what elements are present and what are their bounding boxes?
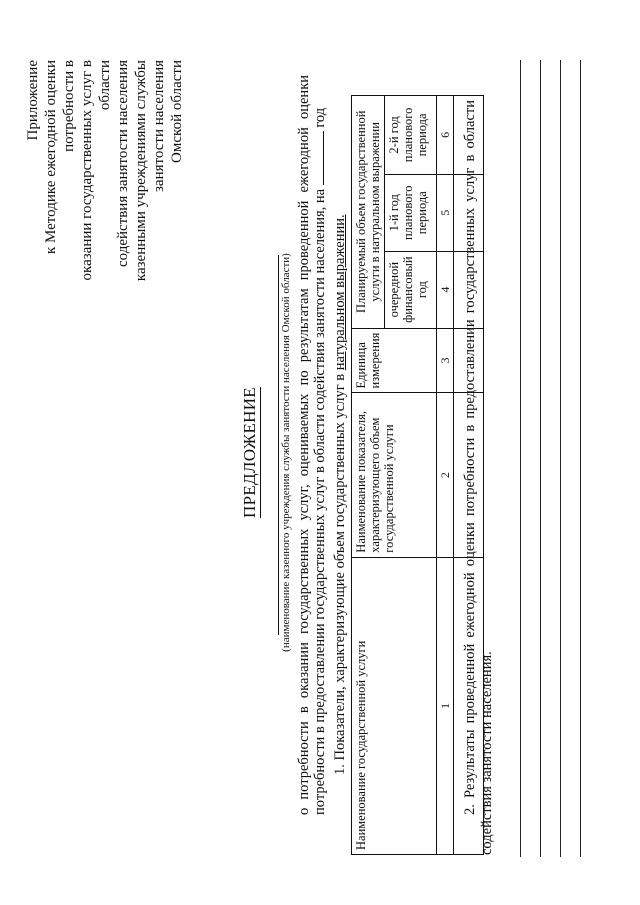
blank-answer-line (580, 60, 581, 857)
appendix-line: казенными учреждениями службы (133, 60, 149, 282)
column-number: 6 (437, 96, 454, 175)
header-plan-year-2: 2-й год планового периода (385, 96, 437, 175)
intro-text: о потребности в оказании государственных услуг, оцениваемых по результатам проведенной ежегодной оценки потребности в предоставлении государственных услуг в области содействия занятости населения, на (296, 75, 328, 815)
column-number: 3 (437, 328, 454, 393)
section-1-underlined: натуральном выражении. (332, 214, 348, 371)
column-number: 5 (437, 174, 454, 251)
organization-caption: (наименование казенного учреждения службы занятости населения Омской области) (280, 253, 292, 652)
column-number: 1 (437, 557, 454, 854)
appendix-header (24, 60, 186, 305)
blank-answer-line (540, 60, 541, 857)
appendix-line: Омской области (169, 60, 185, 163)
document-title-text: ПРЕДЛОЖЕНИЕ (240, 387, 259, 518)
header-next-year: очередной финансовый год (385, 251, 437, 328)
intro-paragraph (296, 75, 328, 815)
header-unit: Единица измерения (352, 328, 437, 393)
column-number: 4 (437, 251, 454, 328)
section-1-heading (332, 75, 348, 775)
appendix-line: занятости населения (151, 60, 167, 193)
blank-answer-line (560, 60, 561, 857)
organization-name-line (278, 255, 279, 635)
appendix-line: Приложение (25, 60, 41, 141)
appendix-line: содействия занятости населения (115, 60, 131, 268)
header-planned-volume: Планируемый объем государственной услуги в натуральном выражении (352, 96, 385, 329)
column-number: 2 (437, 393, 454, 557)
blank-answer-line (520, 60, 521, 857)
section-2-text: 2. Результаты проведенной ежегодной оценки потребности в предоставлении государственных услуг в области содействия занятости населения. (462, 100, 495, 855)
header-plan-year-1: 1-й год планового периода (385, 174, 437, 251)
appendix-line: оказании государственных услуг в области (79, 60, 113, 281)
document-title (240, 0, 260, 905)
year-blank-field (323, 131, 324, 185)
section-2-paragraph (462, 100, 496, 855)
appendix-line: к Методике ежегодной оценки потребности в (43, 60, 77, 255)
header-service-name: Наименование государственной услуги (352, 557, 437, 854)
header-indicator-name: Наименование показателя, характеризующего объем государственной услуги (352, 393, 437, 557)
section-1-prefix: 1. Показатели, характеризующие объем государственных услуг в (332, 370, 348, 775)
intro-text-end: год (312, 107, 328, 132)
